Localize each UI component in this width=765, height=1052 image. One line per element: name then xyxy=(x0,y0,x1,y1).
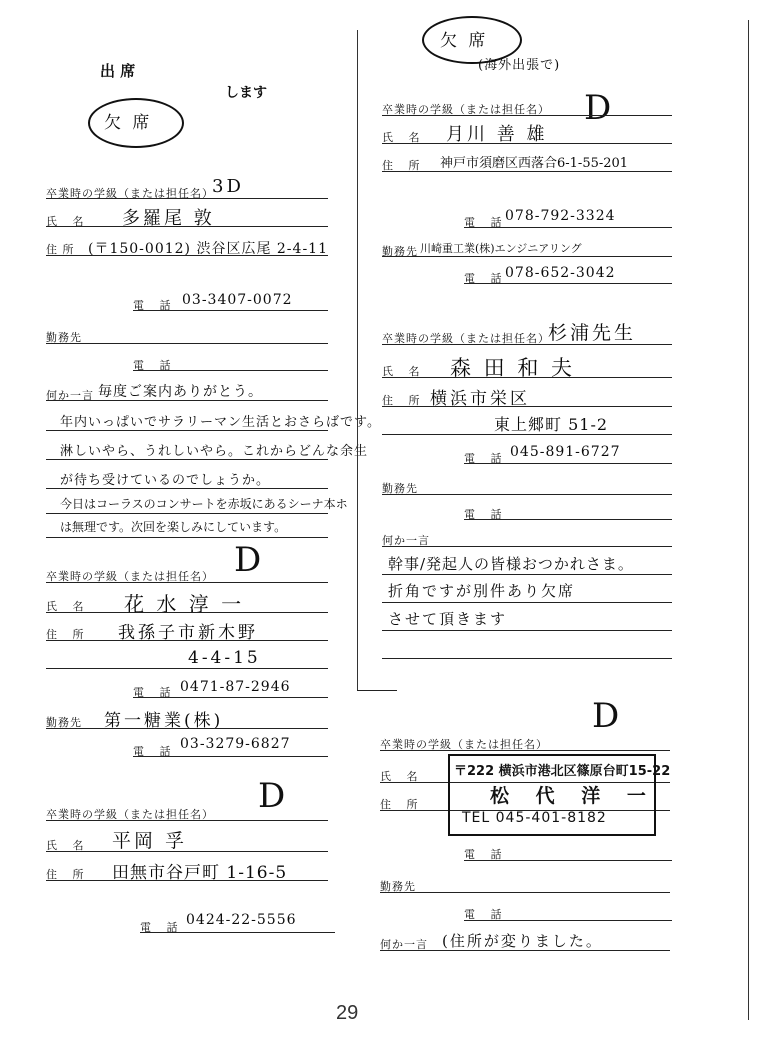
work-phone-label: 電 話 xyxy=(464,508,508,521)
name-value: 森 田 和 夫 xyxy=(450,356,576,380)
stamp-name: 松 代 洋 一 xyxy=(490,785,656,807)
comment-line: は無理です。次回を楽しみにしています。 xyxy=(60,520,287,534)
address-value: 横浜市栄区 xyxy=(430,389,530,409)
comment-label: 何か一言 xyxy=(380,938,428,951)
work-label: 勤務先 xyxy=(46,331,82,344)
absent-note: (海外出張で) xyxy=(478,58,561,73)
column-divider xyxy=(357,30,358,690)
address-value: 田無市谷戸町 1-16-5 xyxy=(112,863,288,883)
name-label: 氏 名 xyxy=(46,839,90,852)
comment-label: 何か一言 xyxy=(382,534,430,547)
name-label: 氏 名 xyxy=(46,600,90,613)
work-value: 川崎重工業(株)エンジニアリング xyxy=(420,242,582,255)
comment-line: させて頂きます xyxy=(388,610,508,628)
phone-value: 0471-87-2946 xyxy=(180,679,291,695)
comment-line: 今日はコーラスのコンサートを赤坂にあるシーナ本ホ xyxy=(60,497,348,511)
work-label: 勤務先 xyxy=(382,482,418,495)
grade-label: 卒業時の学級（または担任名） xyxy=(46,570,214,583)
comment-line: 幹事/発起人の皆様おつかれさま。 xyxy=(388,555,634,573)
address-label: 住 所 xyxy=(46,628,90,641)
work-label: 勤務先 xyxy=(380,880,416,893)
name-value: 花 水 淳 一 xyxy=(124,592,245,616)
phone-value: 03-3407-0072 xyxy=(182,292,293,308)
work-phone-label: 電 話 xyxy=(464,272,508,285)
work-phone-label: 電 話 xyxy=(464,908,508,921)
phone-value: 045-891-6727 xyxy=(510,444,621,460)
name-label: 氏 名 xyxy=(382,365,426,378)
phone-value: 078-792-3324 xyxy=(505,208,616,224)
grade-label: 卒業時の学級（または担任名） xyxy=(46,187,214,200)
name-value: 多羅尾 敦 xyxy=(122,208,215,229)
name-value: 月川 善 雄 xyxy=(446,124,548,145)
comment-line: 毎度ご案内ありがとう。 xyxy=(98,384,263,400)
name-label: 氏 名 xyxy=(382,131,426,144)
shimasu-label: します xyxy=(225,85,267,101)
comment-line: が待ち受けているのでしょうか。 xyxy=(60,473,271,488)
grade-value: 杉浦先生 xyxy=(548,322,637,344)
grade-label: 卒業時の学級（または担任名） xyxy=(380,738,548,751)
grade-value: 3D xyxy=(212,176,244,197)
mark-d: D xyxy=(234,540,262,580)
work-phone-label: 電 話 xyxy=(133,745,177,758)
absent-label: 欠 席 xyxy=(440,31,489,51)
grade-label: 卒業時の学級（または担任名） xyxy=(382,103,550,116)
work-label: 勤務先 xyxy=(46,716,82,729)
comment-line: 折角ですが別件あり欠席 xyxy=(388,582,576,600)
comment-line: 淋しいやら、うれしいやら。これからどんな余生 xyxy=(60,444,369,459)
mark-d: D xyxy=(584,88,612,128)
work-phone-value: 078-652-3042 xyxy=(505,265,616,281)
grade-label: 卒業時の学級（または担任名） xyxy=(382,332,550,345)
phone-label: 電 話 xyxy=(464,452,508,465)
mark-d: D xyxy=(258,776,286,816)
address-label: 住 所 xyxy=(382,394,426,407)
mark-d: D xyxy=(592,696,620,736)
phone-value: 0424-22-5556 xyxy=(186,912,297,928)
absent-label: 欠 席 xyxy=(104,113,153,133)
address-value-2: 4-4-15 xyxy=(188,648,261,668)
address-value: 神戸市須磨区西落合6-1-55-201 xyxy=(440,156,629,171)
stamp-address: 〒222 横浜市港北区篠原台町15-22 xyxy=(454,764,671,779)
address-label: 住 所 xyxy=(382,159,426,172)
address-value: 我孫子市新木野 xyxy=(118,623,258,643)
address-label: 住 所 xyxy=(380,798,424,811)
phone-label: 電 話 xyxy=(133,686,177,699)
page-number: 29 xyxy=(336,1002,359,1024)
phone-label: 電 話 xyxy=(464,216,508,229)
phone-label: 電 話 xyxy=(140,921,184,934)
comment-label: 何か一言 xyxy=(46,389,94,402)
attend-label: 出 席 xyxy=(100,62,136,80)
name-label: 氏 名 xyxy=(380,770,424,783)
comment-line: 年内いっぱいでサラリーマン生活とおさらばです。 xyxy=(60,415,381,430)
work-phone-label: 電 話 xyxy=(133,359,177,372)
work-value: 第一糖業(株) xyxy=(104,711,224,731)
address-value: (〒150-0012) 渋谷区広尾 2-4-11 xyxy=(88,241,328,257)
work-phone-value: 03-3279-6827 xyxy=(180,736,291,752)
stamp-tel: TEL 045-401-8182 xyxy=(462,810,607,826)
name-value: 平岡 孚 xyxy=(112,830,188,852)
work-label: 勤務先 xyxy=(382,245,418,258)
name-label: 氏 名 xyxy=(46,215,90,228)
address-label: 住 所 xyxy=(46,243,75,256)
address-value-2: 東上郷町 51-2 xyxy=(494,415,609,434)
phone-label: 電 話 xyxy=(464,848,508,861)
grade-label: 卒業時の学級（または担任名） xyxy=(46,808,214,821)
right-edge-line xyxy=(748,20,749,1020)
comment-line: (住所が変りました。 xyxy=(442,932,603,950)
phone-label: 電 話 xyxy=(133,299,177,312)
address-label: 住 所 xyxy=(46,868,90,881)
